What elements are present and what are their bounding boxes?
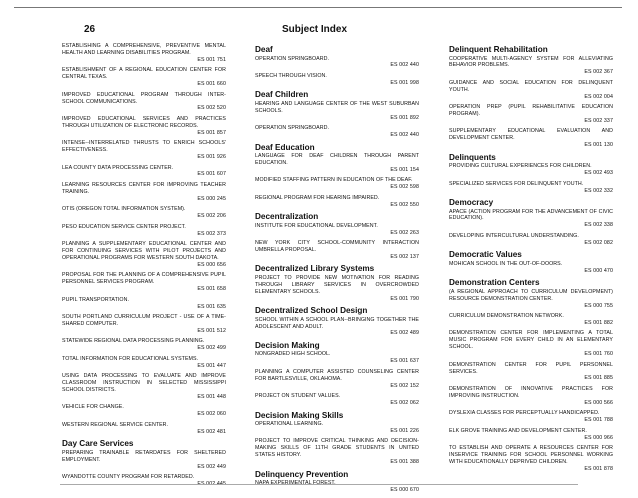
index-entry	[255, 393, 419, 407]
entry-title: PROVIDING CULTURAL EXPERIENCES FOR CHILDREN.	[449, 163, 592, 170]
index-entry	[449, 56, 613, 77]
entry-title: DEMONSTRATION CENTER FOR PUPIL PERSONNEL SERVICES.	[449, 361, 613, 375]
entry-code: ES 002 332	[584, 187, 613, 194]
entry-code: ES 002 550	[390, 201, 419, 208]
entry-code: ES 002 598	[390, 184, 419, 191]
index-entry	[449, 209, 613, 230]
entry-title: DEMONSTRATION OF INNOVATIVE PRACTICES FOR IMPROVING INSTRUCTION.	[449, 385, 613, 399]
subject-heading: Decentralized Library Systems	[255, 264, 375, 274]
entry-code: ES 002 004	[584, 93, 613, 100]
entry-title: STATEWIDE REGIONAL DATA PROCESSING PLANNING.	[62, 338, 205, 345]
entry-title: HEARING AND LANGUAGE CENTER OF THE WEST SUBURBAN SCHOOLS.	[255, 100, 419, 114]
entry-code: ES 001 635	[197, 303, 226, 310]
index-entry	[62, 272, 226, 293]
entry-code: ES 001 878	[584, 465, 613, 472]
entry-title: MOHICAN SCHOOL IN THE OUT-OF-DOORS.	[449, 260, 563, 267]
index-entry	[62, 338, 226, 352]
entry-code: ES 002 489	[390, 330, 419, 337]
index-entry	[449, 261, 613, 275]
entry-title: GUIDANCE AND SOCIAL EDUCATION FOR DELINQUENT YOUTH.	[449, 79, 613, 93]
entry-code: ES 002 137	[390, 253, 419, 260]
entry-code: ES 001 512	[197, 327, 226, 334]
entry-title: OPERATION PREP (PUPIL REHABILITATIVE EDUCATION PROGRAM).	[449, 104, 613, 118]
index-entry	[62, 241, 226, 269]
entry-code: ES 001 448	[197, 393, 226, 400]
entry-title: OPERATION SPRINGBOARD.	[255, 125, 329, 132]
entry-title: PESO EDUCATION SERVICE CENTER PROJECT.	[62, 223, 186, 230]
subject-heading: Decision Making	[255, 340, 320, 350]
index-entry	[449, 80, 613, 101]
entry-code: ES 002 520	[197, 105, 226, 112]
entry-title: INTENSE--INTERRELATED THRUSTS TO ENRICH SCHOOLS' EFFECTIVENESS.	[62, 140, 226, 154]
entry-code: ES 001 892	[390, 114, 419, 121]
entry-code: ES 001 882	[584, 319, 613, 326]
index-entry	[255, 125, 419, 139]
entry-code: ES 001 447	[197, 362, 226, 369]
entry-title: LEA COUNTY DATA PROCESSING CENTER.	[62, 164, 174, 171]
entry-code: ES 002 338	[584, 222, 613, 229]
entry-code: ES 001 658	[197, 286, 226, 293]
entry-title: WYANDOTTE COUNTY PROGRAM FOR RETARDED.	[62, 474, 195, 480]
index-entry	[62, 165, 226, 179]
index-entry	[449, 233, 613, 247]
entry-code: ES 001 788	[584, 417, 613, 424]
index-entry	[255, 223, 419, 237]
subject-heading: Demonstration Centers	[449, 278, 540, 288]
entry-title: APACE (ACTION PROGRAM FOR THE ADVANCEMENT OF CIVIC EDUCATION).	[449, 208, 613, 222]
entry-title: SCHOOL WITHIN A SCHOOL PLAN--BRINGING TOGETHER THE ADOLESCENT AND ADULT.	[255, 316, 419, 330]
index-entry	[62, 356, 226, 370]
index-entry	[62, 92, 226, 113]
index-entry	[255, 369, 419, 390]
entry-code: ES 001 760	[584, 351, 613, 358]
entry-title: PUPIL TRANSPORTATION.	[62, 296, 129, 303]
entry-title: SPEECH THROUGH VISION.	[255, 72, 327, 79]
entry-code: ES 001 857	[197, 129, 226, 136]
entry-code: ES 002 060	[197, 411, 226, 418]
entry-code: ES 002 062	[390, 400, 419, 407]
index-entry	[62, 43, 226, 64]
subject-heading: Delinquent Rehabilitation	[449, 45, 548, 54]
entry-title: PROJECT TO PROVIDE NEW MOTIVATION FOR READING THROUGH LIBRARY SERVICES IN OVERCROWDED ELEMENTARY SCHOOLS.	[255, 274, 419, 295]
index-entry	[255, 101, 419, 122]
entry-code: ES 001 751	[197, 56, 226, 63]
index-entry	[449, 330, 613, 358]
entry-title: PREPARING TRAINABLE RETARDATES FOR SHELTERED EMPLOYMENT.	[62, 449, 226, 463]
index-entry	[449, 104, 613, 125]
entry-code: ES 000 966	[584, 434, 613, 441]
entry-code: ES 002 445	[197, 480, 226, 487]
entry-title: DEMONSTRATION CENTER FOR IMPLEMENTING A TOTAL MUSIC PROGRAM FOR EVERY CHILD IN AN ELEMENTARY SCHOOL.	[449, 330, 613, 351]
entry-title: TOTAL INFORMATION FOR EDUCATIONAL SYSTEMS.	[62, 355, 199, 362]
entry-code: ES 002 206	[197, 213, 226, 220]
entry-title: OPERATION SPRINGBOARD.	[255, 55, 329, 62]
entry-code: ES 001 885	[584, 375, 613, 382]
entry-title: USING DATA PROCESSING TO EVALUATE AND IMPROVE CLASSROOM INSTRUCTION IN SELECTED MISSISSIPPI SCHOOL DISTRICTS.	[62, 373, 226, 393]
subject-heading: Deaf	[255, 45, 273, 54]
index-entry	[255, 56, 419, 70]
entry-title: OTIS (OREGON TOTAL INFORMATION SYSTEM).	[62, 206, 186, 213]
entry-code: ES 001 637	[390, 358, 419, 365]
entry-title: CURRICULUM DEMONSTRATION NETWORK.	[449, 313, 564, 319]
subject-heading: Day Care Services	[62, 439, 134, 449]
index-entry	[255, 240, 419, 261]
index-entry	[62, 474, 226, 488]
entry-code: ES 002 493	[584, 170, 613, 177]
entry-code: ES 001 998	[390, 79, 419, 86]
index-entry	[62, 297, 226, 311]
entry-title: MODIFIED STAFFING PATTERN IN EDUCATION OF THE DEAF.	[255, 177, 413, 184]
index-entry	[255, 438, 419, 466]
index-entry	[449, 410, 613, 424]
subject-heading: Delinquents	[449, 152, 496, 162]
entry-title: ELK GROVE TRAINING AND DEVELOPMENT CENTER.	[449, 427, 587, 434]
index-entry	[449, 445, 613, 473]
entry-title: IMPROVED EDUCATIONAL PROGRAM THROUGH INTER-SCHOOL COMMUNICATIONS.	[62, 91, 226, 105]
entry-code: ES 001 388	[390, 459, 419, 466]
entry-code: ES 002 337	[584, 117, 613, 124]
entry-code: ES 000 656	[197, 261, 226, 268]
subject-heading: Democratic Values	[449, 250, 522, 260]
entry-code: ES 002 449	[197, 463, 226, 470]
index-entry	[62, 373, 226, 401]
entry-code: ES 002 499	[197, 345, 226, 352]
index-entry	[255, 317, 419, 338]
top-rule	[14, 7, 622, 8]
entry-title: INSTITUTE FOR EDUCATIONAL DEVELOPMENT.	[255, 222, 378, 229]
index-entry	[62, 422, 226, 436]
entry-code: ES 001 790	[390, 295, 419, 302]
entry-title: PROJECT ON STUDENT VALUES.	[255, 393, 341, 400]
entry-code: ES 002 367	[584, 69, 613, 76]
index-entry	[255, 153, 419, 174]
index-entry	[255, 421, 419, 435]
index-entry	[62, 206, 226, 220]
entry-code: ES 001 154	[390, 166, 419, 173]
index-entry	[449, 181, 613, 195]
entry-title: WESTERN REGIONAL SERVICE CENTER.	[62, 421, 169, 428]
index-column-1	[62, 43, 226, 491]
entry-title: VEHICLE FOR CHANGE.	[62, 404, 124, 411]
entry-title: LANGUAGE FOR DEAF CHILDREN THROUGH PARENT EDUCATION.	[255, 153, 419, 166]
subject-heading: Delinquency Prevention	[255, 469, 349, 479]
index-entry	[449, 289, 613, 310]
index-entry	[449, 362, 613, 383]
subject-heading: Decentralization	[255, 212, 319, 222]
entry-code: ES 001 130	[584, 142, 613, 149]
index-entry	[62, 116, 226, 137]
entry-code: ES 001 226	[390, 427, 419, 434]
entry-code: ES 002 481	[197, 428, 226, 435]
subject-heading: Deaf Education	[255, 142, 315, 152]
index-entry	[449, 386, 613, 407]
index-entry	[62, 404, 226, 418]
entry-code: ES 002 263	[390, 229, 419, 236]
page-number: 26	[84, 24, 96, 35]
index-entry	[62, 182, 226, 203]
entry-title: TO ESTABLISH AND OPERATE A RESOURCES CENTER FOR INSERVICE TRAINING FOR SCHOOL PERSONNEL WORKING WITH EDUCATIONALLY DEPRIVED CHILDREN.	[449, 445, 613, 465]
subject-heading: Decision Making Skills	[255, 410, 344, 420]
index-entry	[255, 195, 419, 209]
entry-title: OPERATIONAL LEARNING.	[255, 421, 324, 428]
entry-title: NONGRADED HIGH SCHOOL.	[255, 351, 331, 358]
entry-code: ES 002 082	[584, 239, 613, 246]
entry-code: ES 002 152	[390, 382, 419, 389]
entry-title: SUPPLEMENTARY EDUCATIONAL EVALUATION AND DEVELOPMENT CENTER.	[449, 128, 613, 142]
entry-title: ESTABLISHING A COMPREHENSIVE, PREVENTIVE MENTAL HEALTH AND LEARNING DISABILITIES PROGRAM.	[62, 43, 226, 56]
entry-code: ES 000 755	[584, 302, 613, 309]
index-entry	[449, 313, 613, 327]
entry-code: ES 000 245	[197, 195, 226, 202]
index-entry	[255, 73, 419, 87]
entry-title: COOPERATIVE MULTI-AGENCY SYSTEM FOR ALLEVIATING BEHAVIOR PROBLEMS.	[449, 55, 613, 69]
entry-title: SOUTH PORTLAND CURRICULUM PROJECT - USE OF A TIME-SHARED COMPUTER.	[62, 314, 226, 327]
entry-code: ES 001 926	[197, 154, 226, 161]
entry-code: ES 001 607	[197, 171, 226, 178]
bottom-rule	[60, 484, 578, 485]
entry-title: REGIONAL PROGRAM FOR HEARING IMPAIRED.	[255, 194, 380, 201]
entry-title: PLANNING A COMPUTER ASSISTED COUNSELING CENTER FOR BARTLESVILLE, OKLAHOMA.	[255, 368, 419, 382]
entry-title: (A REGIONAL APPROACH TO CURRICULUM DEVELOPMENT) RESOURCE DEMONSTRATION CENTER.	[449, 288, 613, 302]
index-entry	[62, 224, 226, 238]
entry-code: ES 000 670	[390, 487, 419, 494]
index-entry	[62, 67, 226, 88]
subject-heading: Deaf Children	[255, 90, 309, 100]
index-entry	[449, 428, 613, 442]
index-column-3	[449, 43, 613, 476]
entry-title: PROJECT TO IMPROVE CRITICAL THINKING AND DECISION-MAKING SKILLS OF 11TH GRADE STUDENTS IN UNITED STATES HISTORY.	[255, 438, 419, 459]
index-entry	[255, 177, 419, 191]
entry-title: PLANNING A SUPPLEMENTARY EDUCATIONAL CENTER AND FOR CONTINUING SERVICES WITH PILOT PROJECTS AND OPERATIONAL PROGRAMS FOR WESTERN SOUTH DAKOTA.	[62, 241, 226, 261]
entry-title: NEW YORK CITY SCHOOL-COMMUNITY INTERACTION UMBRELLA PROPOSAL.	[255, 240, 419, 253]
entry-code: ES 000 566	[584, 399, 613, 406]
index-entry	[449, 128, 613, 149]
subject-heading: Decentralized School Design	[255, 306, 368, 316]
entry-title: DEVELOPING INTERCULTURAL UNDERSTANDING.	[449, 232, 579, 239]
entry-title: IMPROVED EDUCATIONAL SERVICES AND PRACTICES THROUGH UTILIZATION OF ELECTRONIC RECORDS.	[62, 115, 226, 129]
index-entry	[62, 140, 226, 161]
entry-title: PROPOSAL FOR THE PLANNING OF A COMPREHENSIVE PUPIL PERSONNEL SERVICES PROGRAM.	[62, 272, 226, 286]
entry-code: ES 000 470	[584, 267, 613, 274]
index-column-2	[255, 43, 419, 498]
entry-code: ES 001 660	[197, 81, 226, 88]
entry-code: ES 002 373	[197, 230, 226, 237]
index-entry	[255, 275, 419, 303]
subject-heading: Democracy	[449, 198, 494, 208]
index-entry	[62, 450, 226, 471]
entry-title: LEARNING RESOURCES CENTER FOR IMPROVING TEACHER TRAINING.	[62, 181, 226, 195]
index-entry	[255, 351, 419, 365]
index-entry	[449, 163, 613, 177]
entry-title: NAPA EXPERIMENTAL FOREST.	[255, 480, 336, 487]
entry-title: SPECIALIZED SERVICES FOR DELINQUENT YOUTH.	[449, 180, 584, 187]
page-title: Subject Index	[282, 24, 348, 35]
entry-title: DYSLEXIA CLASSES FOR PERCEPTUALLY HANDICAPPED.	[449, 410, 600, 417]
index-entry	[62, 314, 226, 335]
entry-title: ESTABLISHMENT OF A REGIONAL EDUCATION CENTER FOR CENTRAL TEXAS.	[62, 67, 226, 81]
entry-code: ES 002 440	[390, 62, 419, 69]
entry-code: ES 002 440	[390, 132, 419, 139]
